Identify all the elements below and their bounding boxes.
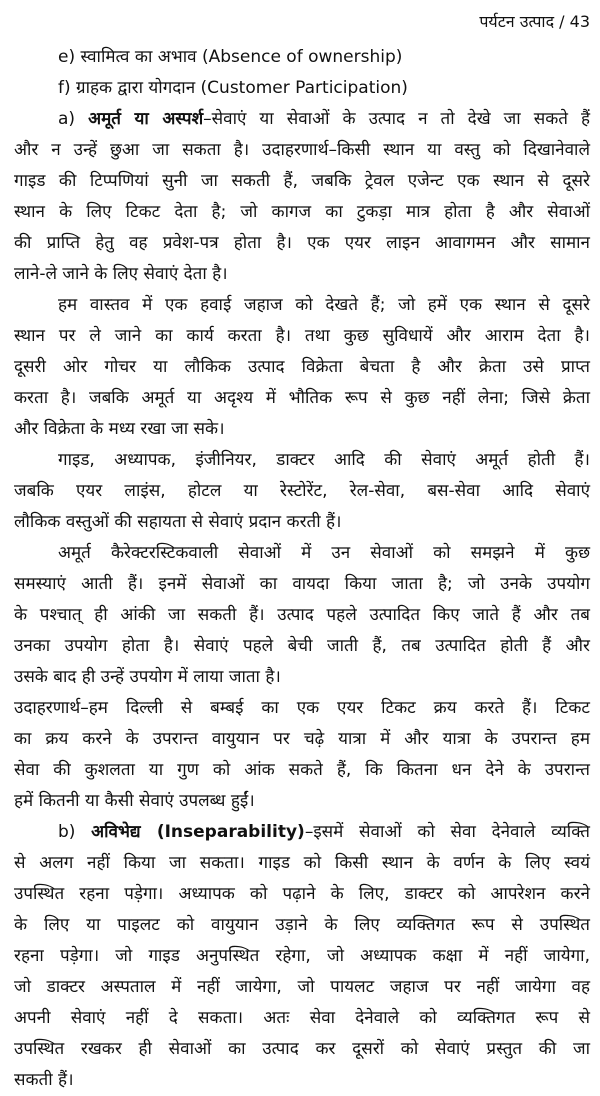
- paragraph-line: गाइड, अध्यापक, इंजीनियर, डाक्टर आदि की सेवाएं अमूर्त होती हैं।: [58, 450, 590, 470]
- section-a-term: अमूर्त या अस्पर्श: [88, 109, 204, 129]
- section-a-first-line: [14, 104, 590, 135]
- paragraph-line: हम वास्तव में एक हवाई जहाज को देखते हैं; जो हमें एक स्थान से दूसरे: [58, 295, 590, 315]
- section-a-marker: a): [58, 109, 76, 129]
- section-a-line: –सेवाएं या सेवाओं के उत्पाद न तो देखे जा सकते हैं: [203, 109, 591, 129]
- section-b-line: रहना पड़ेगा। जो गाइड अनुपस्थित रहेगा, जो अध्यापक कक्षा में नहीं जायेगा,: [14, 946, 590, 966]
- running-title: पर्यटन उत्पाद: [479, 12, 555, 31]
- section-a-line: गाइड की टिप्पणियां सुनी जा सकती हैं, जबकि ट्रेवल एजेन्ट एक स्थान से दूसरे: [14, 171, 590, 191]
- paragraph-line: उनका उपयोग होता है। सेवाएं पहले बेची जाती हैं, तब उत्पादित होती हैं और: [14, 636, 590, 656]
- paragraph-line: स्थान पर ले जाने का कार्य करता है। तथा कुछ सुविधायें और आराम देता है।: [14, 326, 590, 346]
- section-b-first-line: [14, 817, 590, 848]
- list-item-e: e) स्वामित्व का अभाव (Absence of ownership): [58, 47, 403, 67]
- paragraph-guide: [14, 445, 590, 538]
- section-b-line: अपनी सेवाएं नहीं दे सकता। अतः सेवा देनेवाले को व्यक्तिगत रूप से: [14, 1008, 590, 1028]
- paragraph-line: हमें कितनी या कैसी सेवाएं उपलब्ध हुईं।: [14, 791, 255, 811]
- list-items: [14, 42, 590, 104]
- paragraph-line: के पश्चात् ही आंकी जा सकती हैं। उत्पाद पहले उत्पादित किए जाते हैं और तब: [14, 605, 590, 625]
- section-a-line: और न उन्हें छुआ जा सकता है। उदाहरणार्थ–किसी स्थान या वस्तु को दिखानेवाले: [14, 140, 590, 160]
- page-number: 43: [569, 12, 590, 31]
- paragraph-characteristic: [14, 538, 590, 693]
- section-b-line: –इसमें सेवाओं को सेवा देनेवाले व्यक्ति: [304, 822, 590, 842]
- paragraph-line: दूसरी ओर गोचर या लौकिक उत्पाद विक्रेता बेचता है और क्रेता उसे प्राप्त: [14, 357, 590, 377]
- header-separator: /: [559, 12, 565, 31]
- section-a-line: स्थान के लिए टिकट देता है; जो कागज का टुकड़ा मात्र होता है और सेवाओं: [14, 202, 590, 222]
- section-b-marker: b): [58, 822, 76, 842]
- section-b-line: जो डाक्टर अस्पताल में नहीं जायेगा, जो पायलट जहाज पर नहीं जायेगा वह: [14, 977, 590, 997]
- paragraph-plane: [14, 290, 590, 445]
- section-b-inseparability: [14, 817, 590, 1096]
- paragraph-line: का क्रय करने के उपरान्त वायुयान पर चढ़े यात्रा में और यात्रा के उपरान्त हम: [14, 729, 590, 749]
- section-b-term: अविभेद्य (Inseparability): [91, 822, 305, 842]
- paragraph-line: उसके बाद ही उन्हें उपयोग में लाया जाता है।: [14, 667, 281, 687]
- section-b-line: उपस्थित रखकर ही सेवाओं का उत्पाद कर दूसरों को सेवाएं प्रस्तुत की जा: [14, 1039, 590, 1059]
- paragraph-line: करता है। जबकि अमूर्त या अदृश्य में भौतिक रूप से कुछ नहीं लेना; जिसे क्रेता: [14, 388, 590, 408]
- paragraph-example: [14, 693, 590, 817]
- paragraph-line: समस्याएं आती हैं। इनमें सेवाओं का वायदा किया जाता है; जो उनके उपयोग: [14, 574, 590, 594]
- paragraph-line: उदाहरणार्थ–हम दिल्ली से बम्बई का एक एयर टिकट क्रय करते हैं। टिकट: [14, 698, 590, 718]
- paragraph-line: अमूर्त कैरेक्टरस्टिकवाली सेवाओं में उन सेवाओं को समझने में कुछ: [58, 543, 590, 563]
- section-a-line: की प्राप्ति हेतु वह प्रवेश-पत्र होता है। एक एयर लाइन आवागमन और सामान: [14, 233, 590, 253]
- section-a-line: लाने-ले जाने के लिए सेवाएं देता है।: [14, 264, 228, 284]
- section-b-line: उपस्थित रहना पड़ेगा। अध्यापक को पढ़ाने के लिए, डाक्टर को आपरेशन करने: [14, 884, 590, 904]
- paragraph-line: और विक्रेता के मध्य रखा जा सके।: [14, 419, 225, 439]
- list-item-f: f) ग्राहक द्वारा योगदान (Customer Participation): [58, 78, 408, 98]
- paragraph-line: जबकि एयर लाइंस, होटल या रेस्टोरेंट, रेल-सेवा, बस-सेवा आदि सेवाएं: [14, 481, 590, 501]
- section-b-line: से अलग नहीं किया जा सकता। गाइड को किसी स्थान के वर्णन के लिए स्वयं: [14, 853, 590, 873]
- page-header: [14, 10, 590, 34]
- section-b-line: सकती हैं।: [14, 1070, 74, 1090]
- paragraph-line: लौकिक वस्तुओं की सहायता से सेवाएं प्रदान करती हैं।: [14, 512, 342, 532]
- paragraph-line: सेवा की कुशलता या गुण को आंक सकते हैं, कि कितना धन देने के उपरान्त: [14, 760, 590, 780]
- section-b-line: के लिए या पाइलट को वायुयान उड़ाने के लिए व्यक्तिगत रूप से उपस्थित: [14, 915, 590, 935]
- section-a-intangibility: [14, 104, 590, 290]
